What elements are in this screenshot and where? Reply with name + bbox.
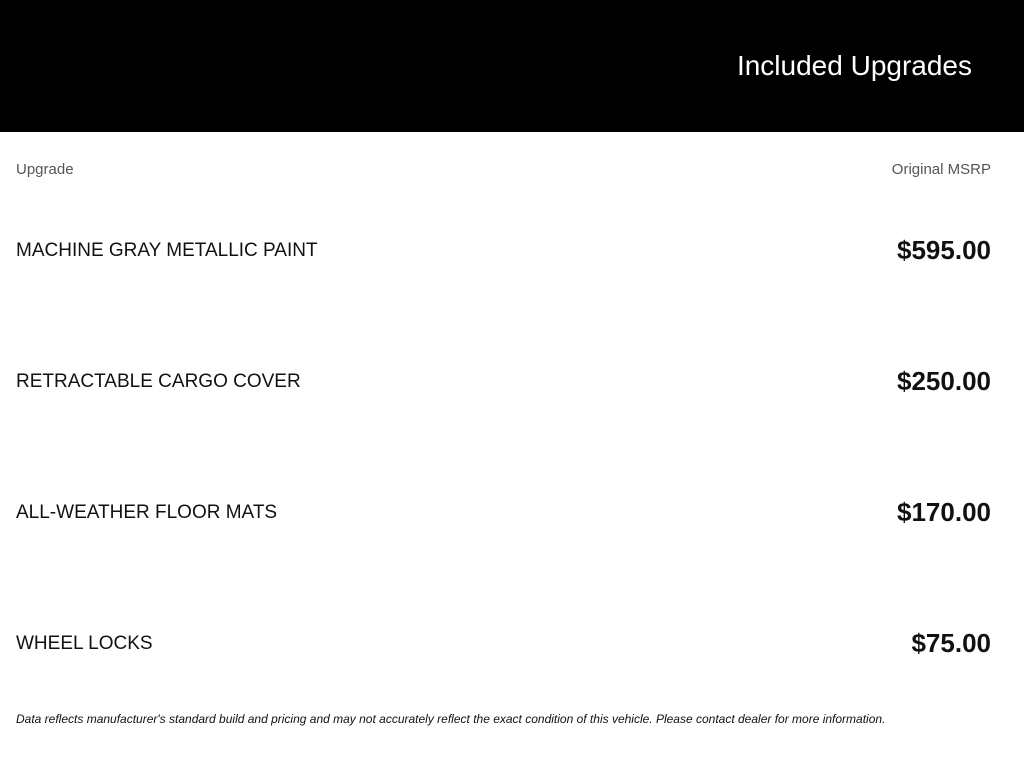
- upgrade-row: [16, 365, 991, 397]
- column-headers: [16, 160, 991, 180]
- upgrade-price: $170.00: [897, 497, 991, 527]
- upgrade-row: [16, 234, 991, 266]
- upgrade-price: $595.00: [897, 235, 991, 265]
- upgrade-name: WHEEL LOCKS: [16, 633, 153, 654]
- upgrade-price: $250.00: [897, 366, 991, 396]
- msrp-column-header: Original MSRP: [891, 161, 991, 178]
- upgrade-row: [16, 496, 991, 528]
- upgrade-name: ALL-WEATHER FLOOR MATS: [16, 502, 278, 523]
- page-title: Included Upgrades: [736, 50, 972, 81]
- upgrade-name: MACHINE GRAY METALLIC PAINT: [16, 240, 318, 261]
- disclaimer-text: Data reflects manufacturer's standard build and pricing and may not accurately reflect the exact condition of this vehicle. Please contact dealer for more information.: [16, 712, 886, 726]
- upgrade-row: [16, 627, 991, 659]
- upgrade-column-header: Upgrade: [16, 161, 74, 178]
- header-bar: [0, 0, 1024, 132]
- upgrade-price: $75.00: [911, 628, 991, 658]
- upgrade-name: RETRACTABLE CARGO COVER: [16, 371, 301, 392]
